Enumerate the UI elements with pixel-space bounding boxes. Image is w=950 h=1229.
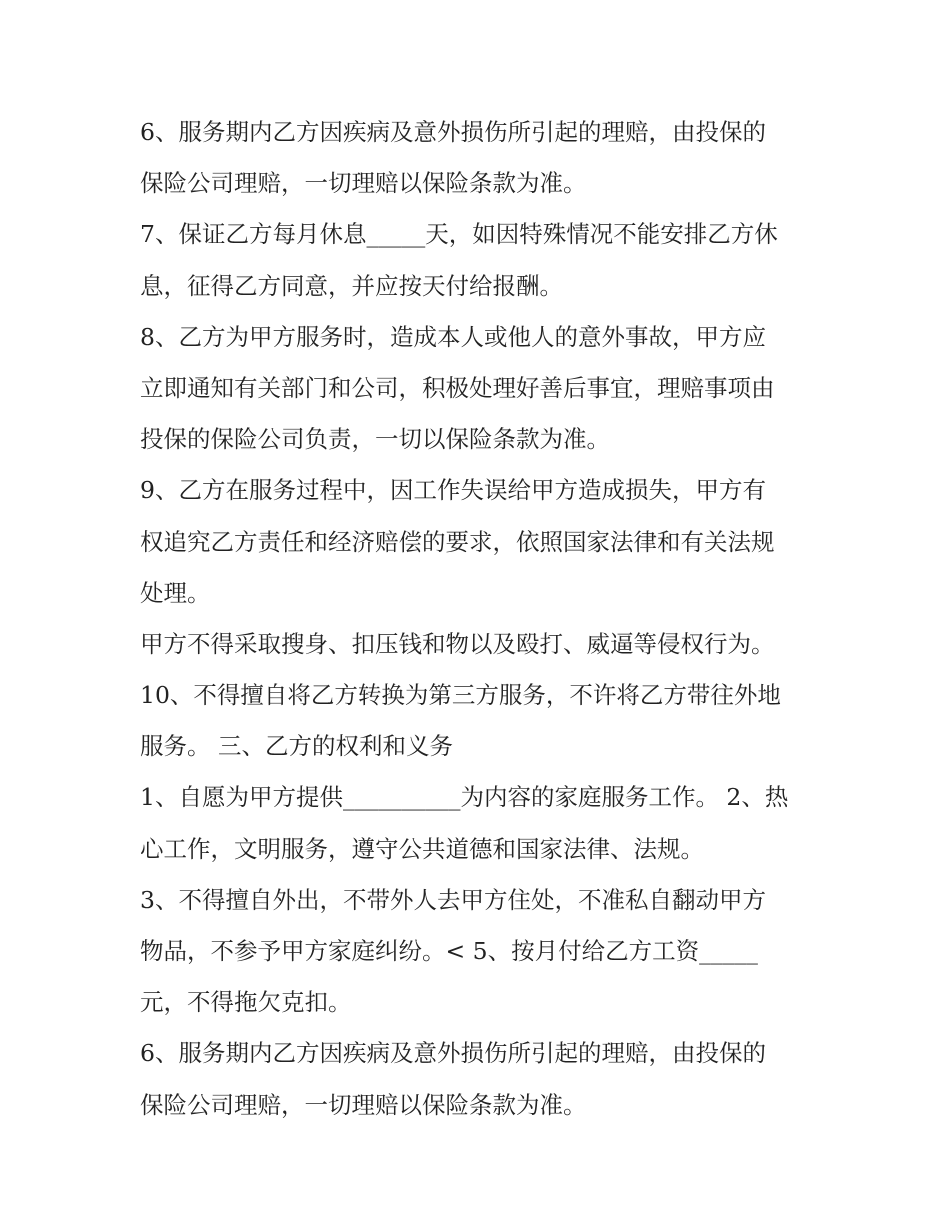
text-line: 6、服务期内乙方因疾病及意外损伤所引起的理赔，由投保的 [140,1039,766,1068]
document-body [140,107,820,1131]
text-line: 元，不得拖欠克扣。 [140,988,352,1017]
text-line: 服务。 三、乙方的权利和义务 [140,732,453,761]
text-line: 立即通知有关部门和公司，积极处理好善后事宜，理赔事项由 [140,373,775,402]
text-line: 9、乙方在服务过程中，因工作失误给甲方造成损失，甲方有 [140,476,766,505]
text-line: 物品，不参予甲方家庭纠纷。< 5、按月付给乙方工资_____ [140,937,758,965]
text-line: 投保的保险公司负责，一切以保险条款为准。 [140,425,610,454]
text-line: 保险公司理赔，一切理赔以保险条款为准。 [140,169,587,198]
text-line: 权追究乙方责任和经济赔偿的要求，依照国家法律和有关法规 [140,527,775,556]
text-line: 10、不得擅自将乙方转换为第三方服务，不许将乙方带往外地 [140,681,781,710]
text-line: 甲方不得采取搜身、扣压钱和物以及殴打、威逼等侵权行为。 [140,629,775,658]
text-line: 8、乙方为甲方服务时，造成本人或他人的意外事故，甲方应 [140,322,766,351]
text-line: 6、服务期内乙方因疾病及意外损伤所引起的理赔，由投保的 [140,118,766,146]
text-line: 保险公司理赔，一切理赔以保险条款为准。 [140,1090,587,1119]
text-line: 处理。 [140,578,211,607]
text-line: 1、自愿为甲方提供__________为内容的家庭服务工作。 2、热 [140,783,789,812]
text-line: 3、不得擅自外出，不带外人去甲方住处，不准私自翻动甲方 [140,885,766,914]
text-line: 息，征得乙方同意，并应按天付给报酬。 [140,271,563,300]
text-line: 7、保证乙方每月休息_____天，如因特殊情况不能安排乙方休 [140,220,778,249]
text-line: 心工作，文明服务，遵守公共道德和国家法律、法规。 [140,834,704,863]
